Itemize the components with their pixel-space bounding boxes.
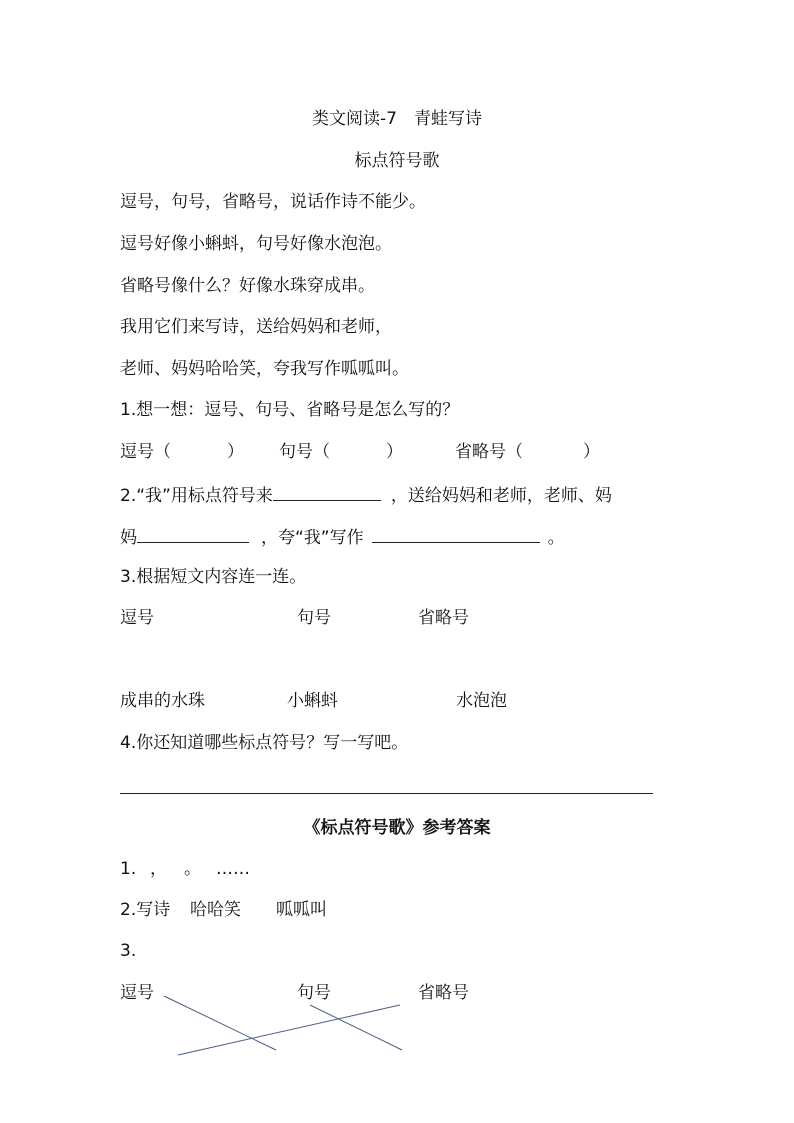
answer-3-top-period: 句号 <box>297 983 331 1003</box>
q2-text-5: 。 <box>547 528 565 548</box>
q2-text-2: ，送给妈妈和老师，老师、妈 <box>390 486 612 506</box>
answer-1-period: 。 <box>184 859 201 879</box>
answer-3-number: 3. <box>120 941 137 961</box>
answer-2-word-1: 2.写诗 <box>120 900 171 920</box>
poem-line-2: 逗号好像小蝌蚪，句号好像水泡泡。 <box>120 234 392 254</box>
poem-line-5: 老师、妈妈哈哈笑，夸我写作呱呱叫。 <box>120 359 409 379</box>
answer-1-number: 1. <box>120 859 137 879</box>
q1-comma-close: ） <box>227 442 244 462</box>
q3-bottom-beads[interactable]: 成串的水珠 <box>120 691 205 711</box>
q3-top-comma[interactable]: 逗号 <box>120 608 154 628</box>
question-4-prompt: 4.你还知道哪些标点符号？写一写吧。 <box>120 733 409 753</box>
answer-2-word-3: 呱呱叫 <box>276 900 327 920</box>
answer-3-top-ellipsis: 省略号 <box>418 983 469 1003</box>
q3-bottom-tadpole[interactable]: 小蝌蚪 <box>287 691 338 711</box>
poem-title: 标点符号歌 <box>354 151 440 171</box>
answer-2-word-2: 哈哈笑 <box>190 900 241 920</box>
q2-text-3: 妈 <box>120 528 137 548</box>
question-1-prompt: 1.想一想：逗号、句号、省略号是怎么写的？ <box>120 400 460 420</box>
answer-key-title: 《标点符号歌》参考答案 <box>303 818 491 838</box>
answer-1-ellipsis: …… <box>216 859 250 879</box>
poem-line-1: 逗号，句号，省略号，说话作诗不能少。 <box>120 192 426 212</box>
question-3-prompt: 3.根据短文内容连一连。 <box>120 567 307 587</box>
answer-3-top-comma: 逗号 <box>120 983 154 1003</box>
q3-top-period[interactable]: 句号 <box>297 608 331 628</box>
q1-ellipsis-close: ） <box>583 442 600 462</box>
poem-line-3: 省略号像什么？好像水珠穿成串。 <box>120 276 375 296</box>
q1-period-close: ） <box>386 442 403 462</box>
q3-top-ellipsis[interactable]: 省略号 <box>418 608 469 628</box>
answer-1-comma: ， <box>150 859 167 879</box>
poem-line-4: 我用它们来写诗，送给妈妈和老师， <box>120 317 392 337</box>
page-title: 类文阅读-7 青蛙写诗 <box>312 109 482 129</box>
match-line-ellipsis-beads <box>178 1005 400 1055</box>
match-line-comma-tadpole <box>164 996 276 1050</box>
q1-period-label: 句号（ <box>279 442 330 462</box>
q1-comma-label: 逗号（ <box>120 442 171 462</box>
match-line-period-bubble <box>310 1005 402 1050</box>
q3-bottom-bubble[interactable]: 水泡泡 <box>456 691 507 711</box>
q2-text-4: ，夸“我”写作 <box>261 528 364 548</box>
q1-ellipsis-label: 省略号（ <box>455 442 523 462</box>
q2-text-1: 2.“我”用标点符号来 <box>120 486 273 506</box>
